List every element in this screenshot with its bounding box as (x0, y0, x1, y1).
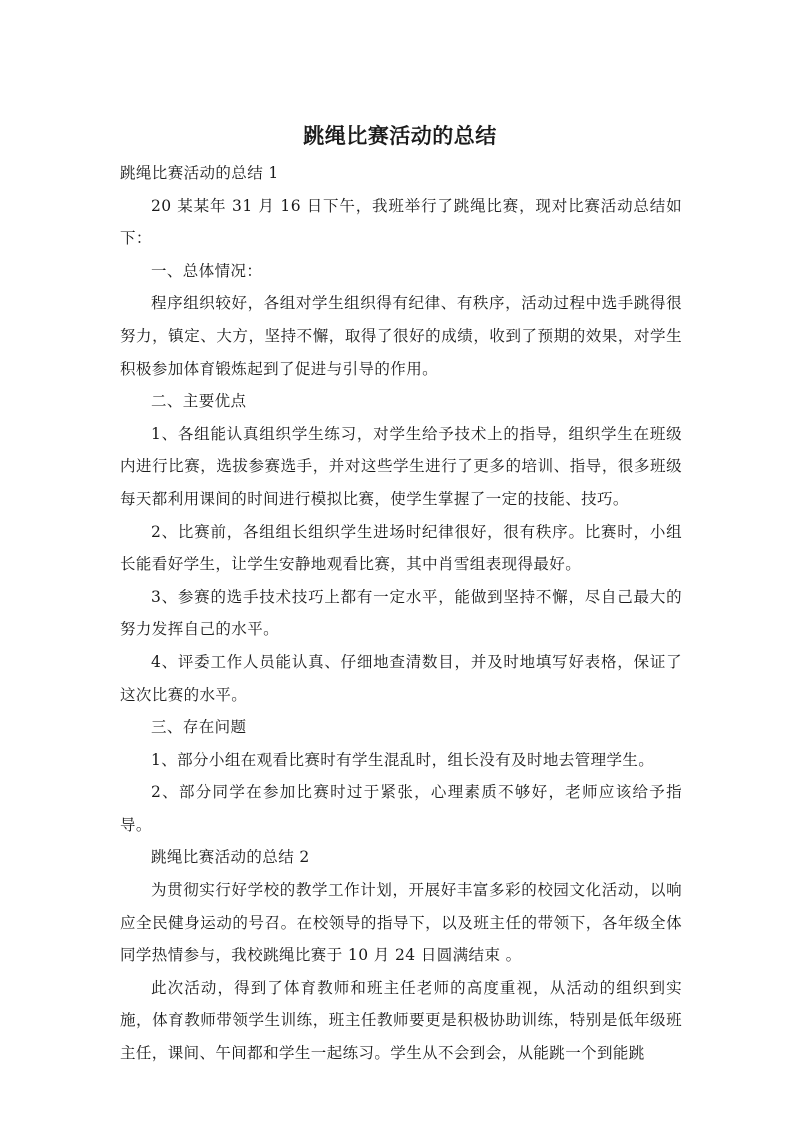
subheading-problems: 三、存在问题 (151, 718, 247, 737)
paragraph-strength-1: 1、各组能认真组织学生练习，对学生给予技术上的指导，组织学生在班级内进行比赛，选拔参赛选手，并对这些学生进行了更多的培训、指导，很多班级每天都利用课间的时间进行模拟比赛，使学生掌握了一定的技能、技巧。 (120, 424, 682, 508)
paragraph-strength-3: 3、参赛的选手技术技巧上都有一定水平，能做到坚持不懈，尽自己最大的努力发挥自己的水平。 (120, 587, 682, 639)
paragraph-intro: 20 某某年 31 月 16 日下午，我班举行了跳绳比赛，现对比赛活动总结如下： (120, 196, 682, 248)
paragraph-summary2-intro: 为贯彻实行好学校的教学工作计划，开展好丰富多彩的校园文化活动，以响应全民健身运动的号召。在校领导的指导下，以及班主任的带领下，各年级全体同学热情参与，我校跳绳比赛于 10 月 24 日圆满结束 。 (120, 881, 682, 965)
paragraph-strength-4: 4、评委工作人员能认真、仔细地查清数目，并及时地填写好表格，保证了这次比赛的水平。 (120, 652, 682, 704)
subheading-overview: 一、总体情况： (151, 261, 263, 280)
subheading-strengths: 二、主要优点 (151, 392, 247, 411)
paragraph-problem-2: 2、部分同学在参加比赛时过于紧张，心理素质不够好，老师应该给予指导。 (120, 783, 682, 834)
paragraph-strength-2: 2、比赛前，各组组长组织学生进场时纪律很好，很有秩序。比赛时，小组长能看好学生，让学生安静地观看比赛，其中肖雪组表现得最好。 (120, 522, 682, 574)
paragraph-summary2-activity: 此次活动，得到了体育教师和班主任老师的高度重视，从活动的组织到实施，体育教师带领学生训练，班主任教师要更是积极协助训练，特别是低年级班主任，课间、午间都和学生一起练习。学生从不会到会，从能跳一个到能跳 (120, 978, 682, 1063)
document-title: 跳绳比赛活动的总结 (303, 124, 497, 148)
paragraph-problem-1: 1、部分小组在观看比赛时有学生混乱时，组长没有及时地去管理学生。 (151, 750, 655, 769)
section-heading-1: 跳绳比赛活动的总结 1 (120, 164, 279, 182)
paragraph-overview: 程序组织较好，各组对学生组织得有纪律、有秩序，活动过程中选手跳得很努力，镇定、大方，坚持不懈，取得了很好的成绩，收到了预期的效果，对学生积极参加体育锻炼起到了促进与引导的作用。 (120, 294, 682, 378)
section-heading-2: 跳绳比赛活动的总结 2 (151, 848, 310, 867)
document-body (120, 157, 682, 1070)
